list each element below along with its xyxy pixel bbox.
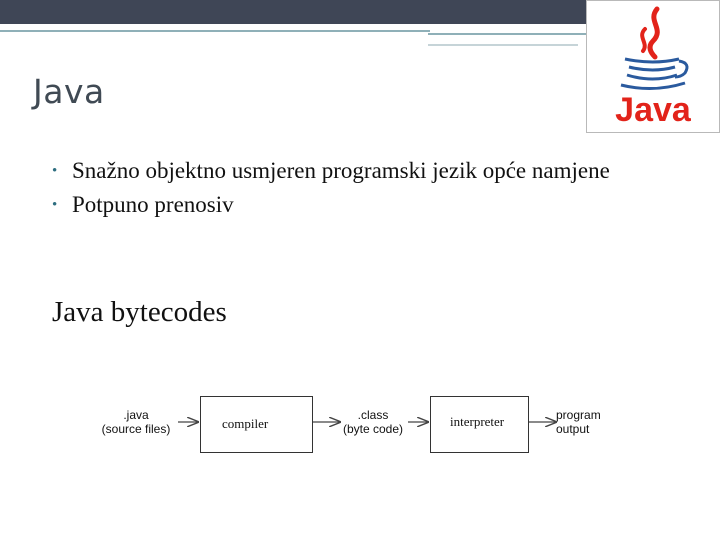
bullet-icon: • [52, 163, 58, 179]
subheading: Java bytecodes [52, 296, 227, 328]
output-label [556, 408, 612, 436]
bullet-list [52, 154, 692, 222]
class-label [336, 408, 410, 436]
bullet-text: Potpuno prenosiv [72, 192, 234, 217]
output-line1: program [556, 408, 601, 422]
compiler-label: compiler [222, 416, 269, 431]
logo-wordmark: Java [615, 91, 691, 129]
source-files-label [94, 408, 178, 436]
source-ext: .java [123, 408, 149, 422]
slide-title: Java [33, 72, 105, 111]
output-line2: output [556, 422, 590, 436]
java-coffee-cup-icon [587, 1, 719, 132]
accent-stripe [428, 33, 588, 35]
bullet-text: Snažno objektno usmjeren programski jezik opće namjene [72, 158, 610, 183]
accent-stripe [0, 30, 430, 32]
source-desc: (source files) [101, 422, 171, 436]
interpreter-label: interpreter [450, 414, 505, 429]
class-ext: .class [357, 408, 389, 422]
bullet-item [52, 154, 692, 188]
class-desc: (byte code) [342, 422, 404, 436]
java-logo [586, 0, 720, 133]
accent-stripe [428, 44, 578, 46]
bullet-icon: • [52, 197, 58, 213]
bullet-item [52, 188, 692, 222]
bytecode-diagram [0, 390, 720, 470]
